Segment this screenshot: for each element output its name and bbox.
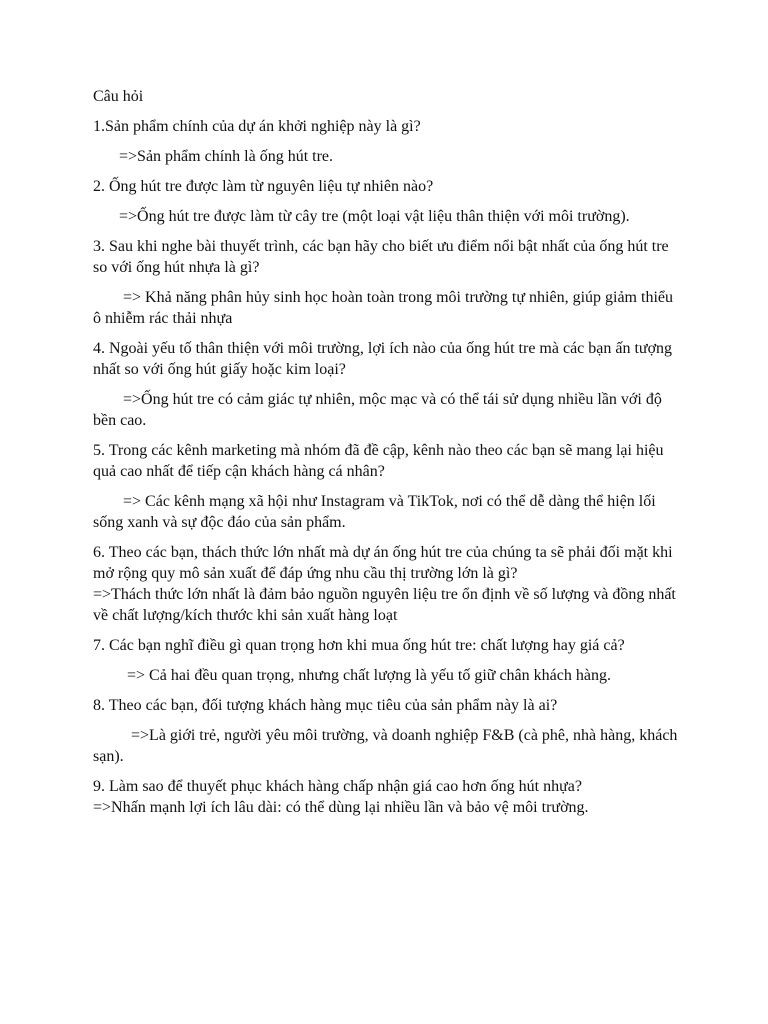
question-3: 3. Sau khi nghe bài thuyết trình, các bạn hãy cho biết ưu điểm nổi bật nhất của ống hút tre so với ống hút nhựa là gì? xyxy=(93,238,669,276)
document-title: Câu hỏi xyxy=(93,88,144,105)
answer-4: =>Ống hút tre có cảm giác tự nhiên, mộc mạc và có thể tái sử dụng nhiều lần với độ bền cao. xyxy=(93,391,662,429)
question-2: 2. Ống hút tre được làm từ nguyên liệu tự nhiên nào? xyxy=(93,178,434,195)
answer-1: =>Sản phẩm chính là ống hút tre. xyxy=(119,148,334,165)
answer-2: =>Ống hút tre được làm từ cây tre (một loại vật liệu thân thiện với môi trường). xyxy=(119,208,630,225)
answer-6: =>Thách thức lớn nhất là đảm bảo nguồn nguyên liệu tre ổn định về số lượng và đồng nhất về chất lượng/kích thước khi sản xuất hàng loạt xyxy=(93,586,676,624)
question-1: 1.Sản phẩm chính của dự án khởi nghiệp này là gì? xyxy=(93,118,421,135)
question-8: 8. Theo các bạn, đối tượng khách hàng mục tiêu của sản phẩm này là ai? xyxy=(93,697,558,714)
question-7: 7. Các bạn nghĩ điều gì quan trọng hơn khi mua ống hút tre: chất lượng hay giá cả? xyxy=(93,637,625,654)
answer-8: =>Là giới trẻ, người yêu môi trường, và doanh nghiệp F&B (cà phê, nhà hàng, khách sạn). xyxy=(93,727,678,765)
question-5: 5. Trong các kênh marketing mà nhóm đã đề cập, kênh nào theo các bạn sẽ mang lại hiệu quả cao nhất để tiếp cận khách hàng cá nhân? xyxy=(93,442,664,480)
answer-3: => Khả năng phân hủy sinh học hoàn toàn trong môi trường tự nhiên, giúp giảm thiểu ô nhiễm rác thải nhựa xyxy=(93,289,673,327)
question-6-block xyxy=(93,542,683,626)
question-6: 6. Theo các bạn, thách thức lớn nhất mà dự án ống hút tre của chúng ta sẽ phải đối mặt khi mở rộng quy mô sản xuất để đáp ứng nhu cầu thị trường lớn là gì? xyxy=(93,544,673,582)
question-9: 9. Làm sao để thuyết phục khách hàng chấp nhận giá cao hơn ống hút nhựa? xyxy=(93,778,582,795)
answer-5: => Các kênh mạng xã hội như Instagram và TikTok, nơi có thể dễ dàng thể hiện lối sống xanh và sự độc đáo của sản phẩm. xyxy=(93,493,656,531)
question-4: 4. Ngoài yếu tố thân thiện với môi trường, lợi ích nào của ống hút tre mà các bạn ấn tượng nhất so với ống hút giấy hoặc kim loại? xyxy=(93,340,673,378)
answer-9: =>Nhấn mạnh lợi ích lâu dài: có thể dùng lại nhiều lần và bảo vệ môi trường. xyxy=(93,799,589,816)
answer-7: => Cả hai đều quan trọng, nhưng chất lượng là yếu tố giữ chân khách hàng. xyxy=(127,667,611,684)
question-9-block xyxy=(93,776,683,818)
document-page xyxy=(93,86,683,827)
